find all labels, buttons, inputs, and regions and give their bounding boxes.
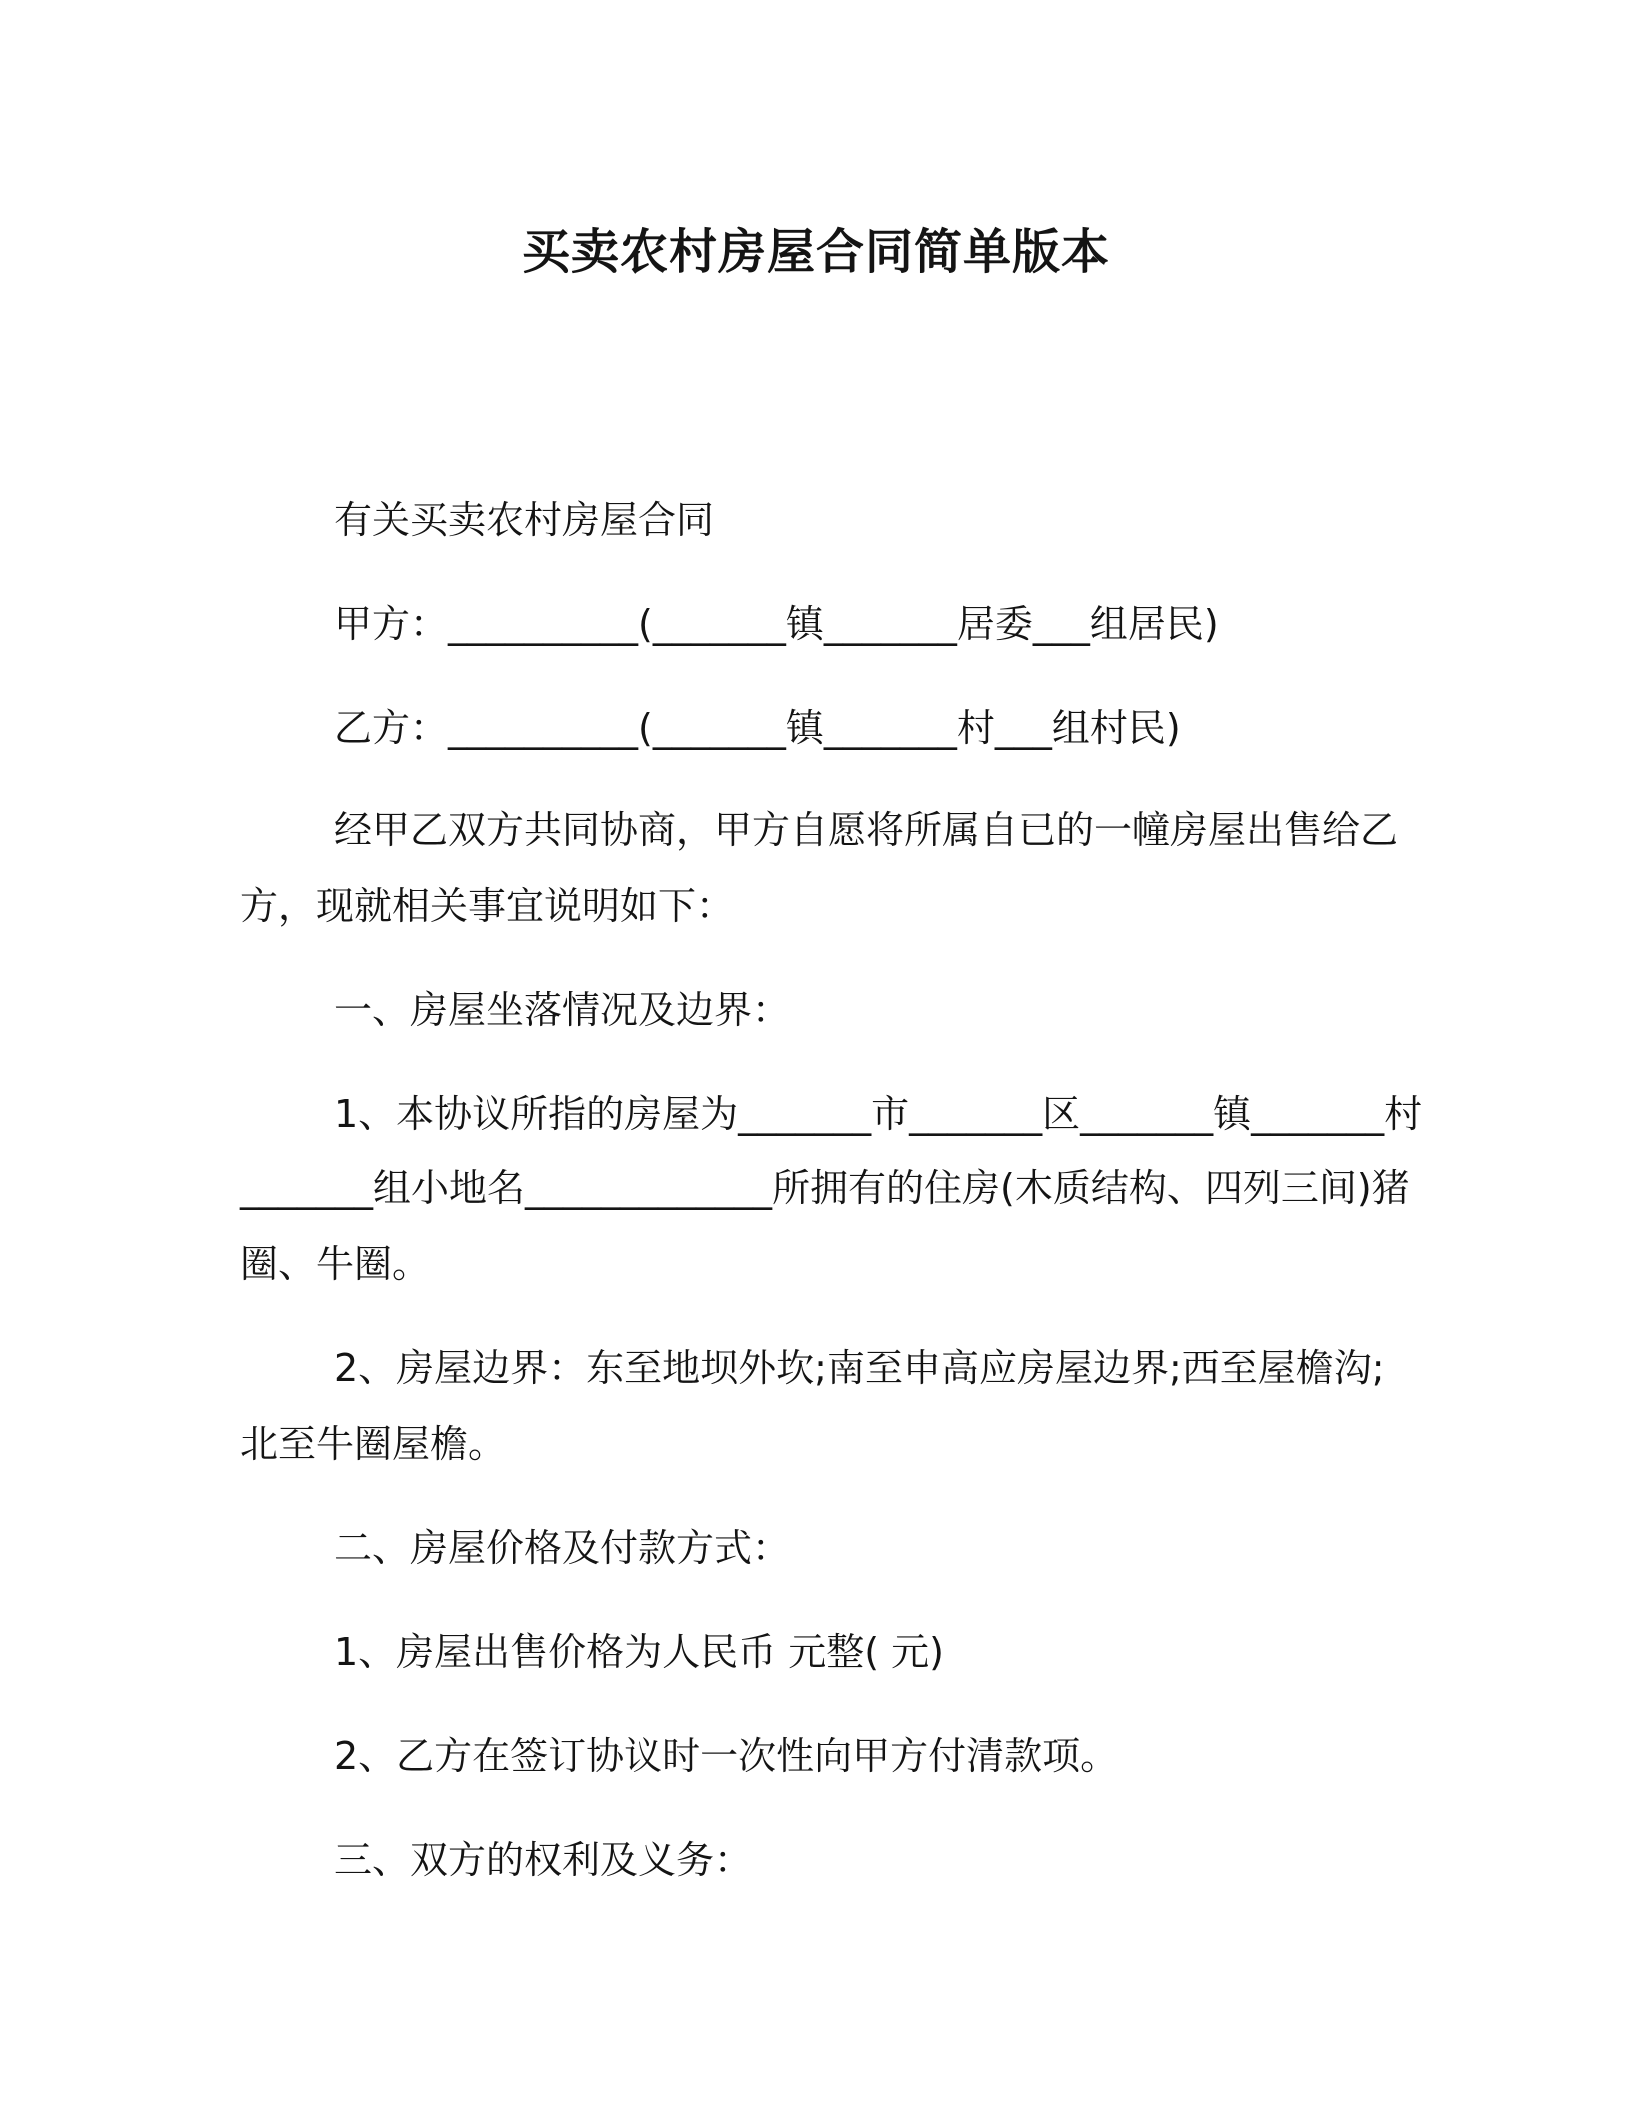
section-1-heading: 一、房屋坐落情况及边界： — [334, 988, 791, 1032]
clause-2-2: 2、乙方在签订协议时一次性向甲方付清款项。 — [334, 1734, 1119, 1778]
clause-1-2-line-1: 2、房屋边界：东至地坝外坎;南至申高应房屋边界;西至屋檐沟; — [334, 1346, 1385, 1390]
clause-1-1-line-2: _______组小地名_____________所拥有的住房(木质结构、四列三间)猪 — [240, 1166, 1410, 1210]
clause-1-1-line-1: 1、本协议所指的房屋为_______市_______区_______镇_______村 — [334, 1092, 1423, 1136]
intro-paragraph-line-2: 方，现就相关事宜说明如下： — [240, 884, 735, 928]
clause-1-1-line-3: 圈、牛圈。 — [240, 1242, 431, 1286]
party-a-line: 甲方：__________(_______镇_______居委___组居民) — [334, 602, 1219, 646]
contract-heading: 有关买卖农村房屋合同 — [334, 498, 715, 542]
section-2-heading: 二、房屋价格及付款方式： — [334, 1526, 791, 1570]
clause-1-2-line-2: 北至牛圈屋檐。 — [240, 1422, 507, 1466]
document-title: 买卖农村房屋合同简单版本 — [521, 224, 1110, 280]
party-b-line: 乙方：__________(_______镇_______村___组村民) — [334, 706, 1181, 750]
clause-2-1: 1、房屋出售价格为人民币 元整( 元) — [334, 1630, 944, 1674]
intro-paragraph-line-1: 经甲乙双方共同协商，甲方自愿将所属自已的一幢房屋出售给乙 — [334, 808, 1399, 852]
section-3-heading: 三、双方的权利及义务： — [334, 1838, 753, 1882]
